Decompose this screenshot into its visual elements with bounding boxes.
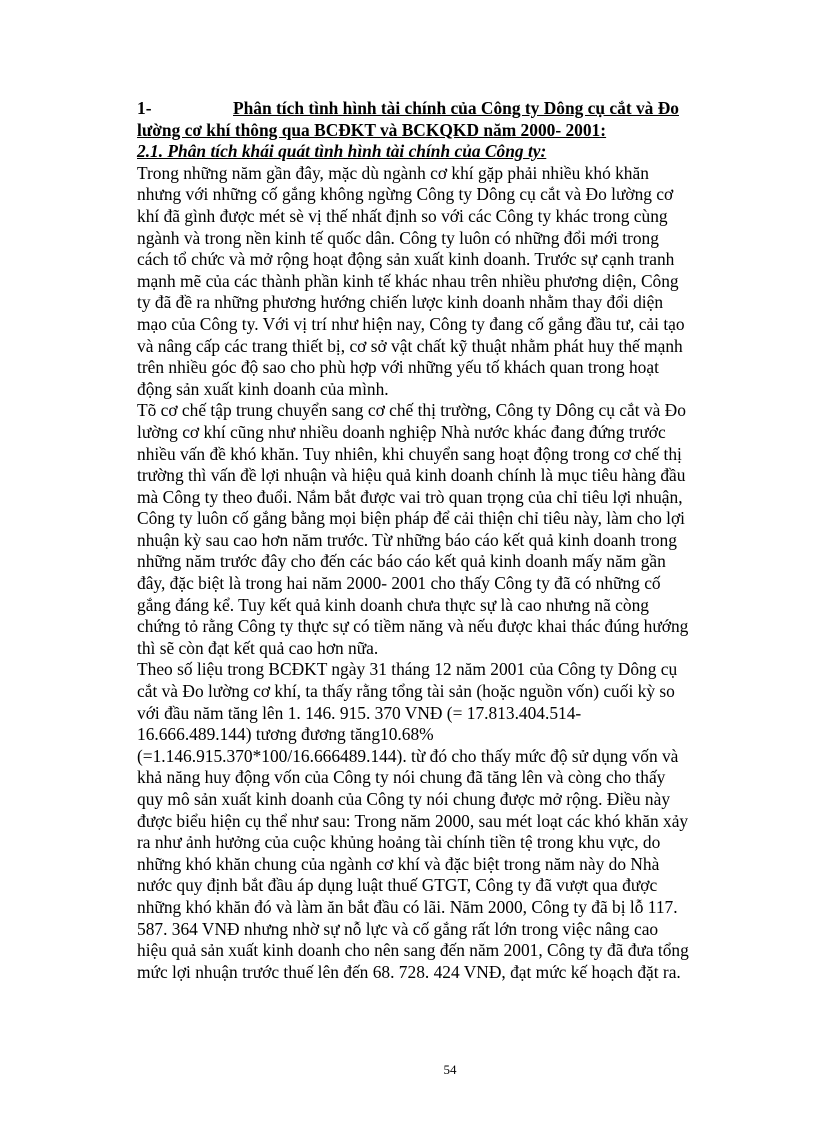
page-number: 54 [443,1062,457,1077]
section-heading [137,98,749,120]
paragraph-line: hiệu quả sản xuất kinh doanh cho nên sang đến năm 2001, Công ty đã đưa tổng [137,940,689,961]
paragraph-line: Theo số liệu trong BCĐKT ngày 31 tháng 12 năm 2001 của Công ty Dông cụ [137,659,678,680]
paragraph-line: đây, đặc biệt là trong hai năm 2000- 2001 cho thấy Công ty đã có những cố [137,573,661,594]
paragraph-line: 16.666.489.144) tương đương tăng10.68% [137,724,434,745]
paragraph-line: nhuận kỳ sau cao hơn năm trước. Từ những báo cáo kết quả kinh doanh trong [137,529,677,550]
paragraph-line: được biểu hiện cụ thể như sau: Trong năm 2000, sau mét loạt các khó khăn xảy [137,810,689,831]
paragraph-line: Trong những năm gần đây, mặc dù ngành cơ khí gặp phải nhiều khó khăn [137,162,649,183]
paragraph [137,163,749,401]
paragraph-line: ra như ảnh hưởng của cuộc khủng hoảng tài chính tiền tệ trong khu vực, do [137,832,661,853]
paragraph-line: mà Công ty theo đuổi. Nắm bắt được vai trò quan trọng của chỉ tiêu lợi nhuận, [137,486,683,507]
paragraph-line: với đầu năm tăng lên 1. 146. 915. 370 VNĐ (= 17.813.404.514- [137,702,582,723]
paragraph-line: Công ty luôn cố gắng bằng mọi biện pháp để cải thiện chỉ tiêu này, làm cho lợi [137,508,686,529]
paragraph-line: mức lợi nhuận trước thuế lên đến 68. 728. 424 VNĐ, đạt mức kế hoạch đặt ra. [137,961,681,982]
paragraph-line: gắng đáng kể. Tuy kết quả kinh doanh chưa thực sự là cao nhưng nã còng [137,594,649,615]
section-number: 1- [137,98,152,118]
paragraph-line: động sản xuất kinh doanh của mình. [137,378,389,399]
paragraph-line: (=1.146.915.370*100/16.666489.144). từ đó cho thấy mức độ sử dụng vốn và [137,745,679,766]
paragraph-line: chứng tỏ rằng Công ty thực sự có tiềm năng và nếu được khai thác đúng hướng [137,616,689,637]
paragraph-line: khí đã gình được mét sè vị thế nhất định so với các Công ty khác trong cùng [137,205,668,226]
paragraph-line: quy mô sản xuất kinh doanh của Công ty nói chung được mở rộng. Điều này [137,789,671,809]
section-title-line-2: lường cơ khí thông qua BCĐKT và BCKQKD năm 2000- 2001: [137,119,607,140]
paragraph [137,659,749,983]
paragraph-line: ngành và trong nền kinh tế quốc dân. Công ty luôn có những đổi mới trong [137,227,659,248]
paragraph-line: mạo của Công ty. Với vị trí như hiện nay, Công ty đang cố gắng đầu tư, cải tạo [137,313,685,334]
paragraph-line: cắt và Đo lường cơ khí, ta thấy rằng tổng tài sản (hoặc nguồn vốn) cuối kỳ so [137,681,675,702]
paragraph-line: mạnh mẽ của các thành phần kinh tế khác nhau trên nhiều phương diện, Công [137,270,679,291]
paragraph-line: nhưng với những cố gắng không ngừng Công ty Dông cụ cắt và Đo lường cơ [137,184,674,205]
paragraph-line: cách tổ chức và mở rộng hoạt động sản xuất kinh doanh. Trước sự cạnh tranh [137,249,675,270]
paragraph-line: những khó khăn chung của ngành cơ khí và đặc biệt trong năm này do Nhà [137,853,660,874]
paragraph-line: những năm trước đây cho đến các báo cáo kết quả kinh doanh mấy năm gần [137,551,666,572]
paragraph-line: thì sẽ còn đạt kết quả cao hơn nữa. [137,637,379,658]
subsection-heading: 2.1. Phân tích khái quát tình hình tài chính của Công ty: [137,141,547,162]
paragraph-line: trên nhiều góc độ sao cho phù hợp với những yếu tố khách quan trong hoạt [137,357,659,378]
paragraph-line: những khó khăn đó và làm ăn bắt đầu có lãi. Năm 2000, Công ty đã bị lỗ 117. [137,896,678,917]
paragraph-line: ty đã đề ra những phương hướng chiến lược kinh doanh nhằm thay đổi diện [137,292,664,313]
document-body [137,98,749,983]
paragraph [137,400,749,659]
paragraph-line: nước quy định bắt đầu áp dụng luật thuế GTGT, Công ty đã vượt qua được [137,875,658,896]
paragraph-container [137,163,749,984]
paragraph-line: nhiều vấn đề khó khăn. Tuy nhiên, khi chuyển sang hoạt động trong cơ chế thị [137,443,682,464]
paragraph-line: trường thì vấn đề lợi nhuận và hiệu quả kinh doanh chính là mục tiêu hàng đầu [137,465,686,486]
paragraph-line: Tõ cơ chế tập trung chuyển sang cơ chế thị trường, Công ty Dông cụ cắt và Đo [137,400,686,421]
paragraph-line: khả năng huy động vốn của Công ty nói chung đã tăng lên và còng cho thấy [137,767,666,788]
paragraph-line: lường cơ khí cũng như nhiều doanh nghiệp Nhà nước khác đang đứng trước [137,421,666,442]
section-title-line-1: Phân tích tình hình tài chính của Công ty Dông cụ cắt và Đo [233,98,679,118]
paragraph-line: và nâng cấp các trang thiết bị, cơ sở vật chất kỹ thuật nhằm phát huy thế mạnh [137,335,683,356]
paragraph-line: 587. 364 VNĐ nhưng nhờ sự nỗ lực và cố gắng rất lớn trong việc nâng cao [137,918,659,939]
